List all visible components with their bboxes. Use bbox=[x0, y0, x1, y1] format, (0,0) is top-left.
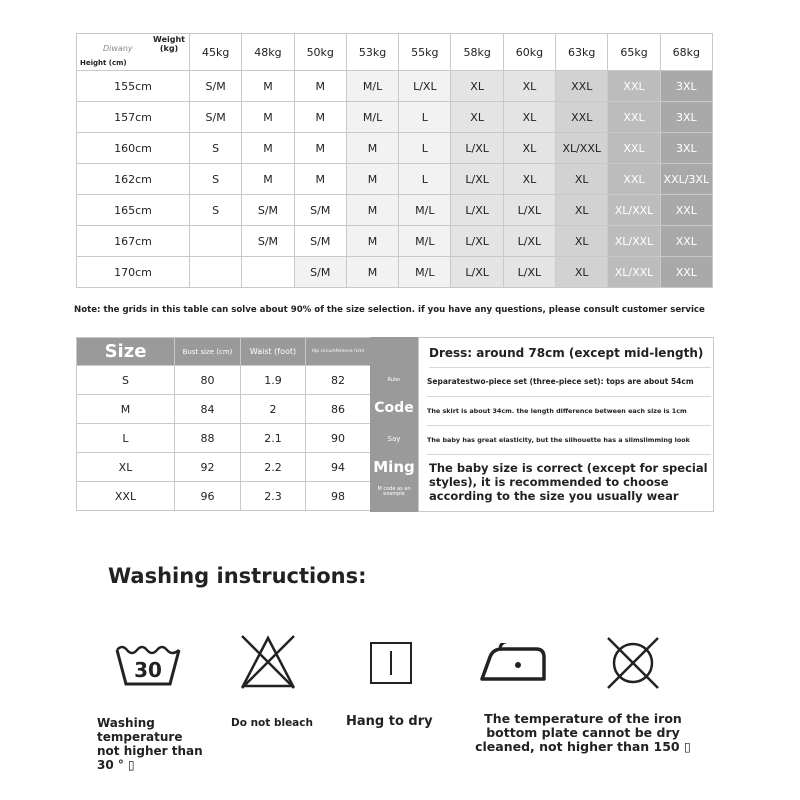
size-cell: XL/XXL bbox=[608, 257, 660, 288]
size-chart-row bbox=[77, 226, 713, 257]
size-cell: XL/XXL bbox=[608, 195, 660, 226]
ruler-code-column bbox=[370, 337, 418, 512]
size-cell: XXL/3XL bbox=[660, 164, 712, 195]
size-cell bbox=[190, 226, 242, 257]
no-dry-clean-icon bbox=[604, 634, 662, 692]
wash-tub-30-icon bbox=[113, 640, 183, 688]
measurement-cell: 80 bbox=[175, 366, 241, 395]
size-cell: XL bbox=[556, 195, 608, 226]
wash-temperature-number: 30 bbox=[134, 658, 162, 682]
weight-header: 68kg bbox=[660, 34, 712, 71]
code-label: Code bbox=[374, 400, 414, 416]
wash-caption: Washing temperature not higher than 30 ° ▯ bbox=[97, 716, 203, 772]
size-cell: S bbox=[190, 164, 242, 195]
height-cell: 155cm bbox=[77, 71, 190, 102]
size-cell: L bbox=[399, 164, 451, 195]
ruler-label: Ruler bbox=[387, 377, 401, 383]
weight-header: 53kg bbox=[346, 34, 398, 71]
watermark: Diwany bbox=[103, 44, 133, 53]
height-cell: 160cm bbox=[77, 133, 190, 164]
size-cell: L/XL bbox=[451, 226, 503, 257]
height-axis-label: Height (cm) bbox=[80, 59, 127, 67]
iron-caption: The temperature of the iron bottom plate cannot be dry cleaned, not higher than 150 ▯ bbox=[475, 711, 691, 754]
size-cell: L/XL bbox=[451, 133, 503, 164]
size-cell: S/M bbox=[242, 195, 294, 226]
weight-axis-label: Weight (kg) bbox=[153, 35, 185, 53]
size-cell: M/L bbox=[346, 71, 398, 102]
size-cell: M bbox=[294, 71, 346, 102]
size-cell bbox=[190, 257, 242, 288]
measurement-row bbox=[77, 453, 371, 482]
weight-header: 50kg bbox=[294, 34, 346, 71]
size-cell: XXL bbox=[608, 164, 660, 195]
size-cell: S/M bbox=[294, 195, 346, 226]
size-cell: M bbox=[346, 164, 398, 195]
size-cell: S/M bbox=[294, 226, 346, 257]
measurement-cell: 86 bbox=[306, 395, 371, 424]
size-cell: XXL bbox=[660, 257, 712, 288]
height-cell: 167cm bbox=[77, 226, 190, 257]
size-cell: XL bbox=[556, 164, 608, 195]
height-cell: 170cm bbox=[77, 257, 190, 288]
measurement-cell: 88 bbox=[175, 424, 241, 453]
size-cell: M bbox=[242, 71, 294, 102]
elasticity-text: The baby has great elasticity, but the silhouette has a slimslimming look bbox=[427, 426, 711, 455]
measurement-cell: 2 bbox=[241, 395, 306, 424]
size-cell: XL bbox=[503, 102, 555, 133]
measurement-cell: 2.3 bbox=[241, 482, 306, 511]
measurement-cell: 2.1 bbox=[241, 424, 306, 453]
measurement-cell: 96 bbox=[175, 482, 241, 511]
measurement-row bbox=[77, 395, 371, 424]
size-chart-corner bbox=[77, 34, 190, 71]
size-cell: XL bbox=[503, 133, 555, 164]
size-chart-row bbox=[77, 257, 713, 288]
measurement-cell: M bbox=[77, 395, 175, 424]
size-cell: L/XL bbox=[399, 71, 451, 102]
measurement-row bbox=[77, 366, 371, 395]
measurement-cell: 2.2 bbox=[241, 453, 306, 482]
size-cell: XL bbox=[556, 226, 608, 257]
weight-header: 63kg bbox=[556, 34, 608, 71]
size-cell: XXL bbox=[556, 102, 608, 133]
size-chart-row bbox=[77, 71, 713, 102]
measurement-header bbox=[77, 338, 371, 366]
size-cell: 3XL bbox=[660, 71, 712, 102]
size-cell: M bbox=[346, 133, 398, 164]
size-chart-row bbox=[77, 164, 713, 195]
size-cell: L/XL bbox=[451, 164, 503, 195]
weight-header: 45kg bbox=[190, 34, 242, 71]
size-cell: M bbox=[242, 102, 294, 133]
weight-header: 65kg bbox=[608, 34, 660, 71]
height-cell: 162cm bbox=[77, 164, 190, 195]
measurement-table bbox=[76, 337, 371, 511]
size-cell: S bbox=[190, 195, 242, 226]
weight-header: 48kg bbox=[242, 34, 294, 71]
size-chart-table bbox=[76, 33, 713, 288]
size-cell: M/L bbox=[399, 257, 451, 288]
size-cell: L/XL bbox=[503, 226, 555, 257]
measurement-cell: 1.9 bbox=[241, 366, 306, 395]
size-cell: M bbox=[294, 164, 346, 195]
size-chart-row bbox=[77, 195, 713, 226]
two-piece-text: Separatestwo-piece set (three-piece set): tops are about 54cm bbox=[427, 368, 711, 397]
size-cell: M bbox=[346, 195, 398, 226]
measurement-cell: 84 bbox=[175, 395, 241, 424]
size-cell: XXL bbox=[660, 226, 712, 257]
size-cell: L/XL bbox=[451, 257, 503, 288]
size-note: Note: the grids in this table can solve about 90% of the size selection. if you have any questions, please consult customer service bbox=[74, 305, 705, 315]
bust-header: Bust size (cm) bbox=[175, 338, 241, 366]
weight-header: 58kg bbox=[451, 34, 503, 71]
measurement-cell: 90 bbox=[306, 424, 371, 453]
size-cell: XXL bbox=[608, 71, 660, 102]
measurement-cell: 94 bbox=[306, 453, 371, 482]
size-chart-row bbox=[77, 133, 713, 164]
size-cell: XL bbox=[451, 102, 503, 133]
size-cell: XXL bbox=[608, 102, 660, 133]
size-cell: 3XL bbox=[660, 102, 712, 133]
size-cell: L bbox=[399, 102, 451, 133]
size-cell: L bbox=[399, 133, 451, 164]
weight-header: 55kg bbox=[399, 34, 451, 71]
size-cell: XL/XXL bbox=[556, 133, 608, 164]
size-header: Size bbox=[77, 338, 175, 366]
size-cell: M bbox=[294, 102, 346, 133]
hang-dry-icon bbox=[369, 641, 413, 685]
size-cell: M bbox=[346, 257, 398, 288]
size-cell: M/L bbox=[399, 195, 451, 226]
no-bleach-icon bbox=[238, 632, 298, 692]
height-cell: 165cm bbox=[77, 195, 190, 226]
hang-caption: Hang to dry bbox=[346, 714, 433, 729]
measurement-row bbox=[77, 424, 371, 453]
size-cell: XL bbox=[503, 71, 555, 102]
size-cell: S bbox=[190, 133, 242, 164]
size-cell: S/M bbox=[294, 257, 346, 288]
waist-header: Waist (foot) bbox=[241, 338, 306, 366]
measurement-cell: XXL bbox=[77, 482, 175, 511]
size-cell: S/M bbox=[242, 226, 294, 257]
iron-icon bbox=[478, 643, 550, 683]
size-cell: XXL bbox=[608, 133, 660, 164]
measurement-cell: 92 bbox=[175, 453, 241, 482]
size-cell: L/XL bbox=[503, 257, 555, 288]
bleach-caption: Do not bleach bbox=[231, 717, 313, 729]
weight-header: 60kg bbox=[503, 34, 555, 71]
size-cell: M/L bbox=[399, 226, 451, 257]
size-cell: L/XL bbox=[503, 195, 555, 226]
measurement-cell: 82 bbox=[306, 366, 371, 395]
measurement-cell: L bbox=[77, 424, 175, 453]
size-cell bbox=[242, 257, 294, 288]
ming-label: Ming bbox=[373, 458, 415, 476]
description-panel bbox=[418, 337, 714, 512]
m-code-example-label: M code as an example bbox=[377, 486, 411, 497]
measurement-row bbox=[77, 482, 371, 511]
size-cell: M bbox=[294, 133, 346, 164]
size-cell: M bbox=[242, 164, 294, 195]
size-advice-text: The baby size is correct (except for special styles), it is recommended to choose according to the size you usually wear bbox=[429, 461, 708, 503]
measurement-cell: 98 bbox=[306, 482, 371, 511]
dress-length-text: Dress: around 78cm (except mid-length) bbox=[429, 338, 711, 368]
size-cell: XL/XXL bbox=[608, 226, 660, 257]
size-cell: XL bbox=[556, 257, 608, 288]
size-cell: S/M bbox=[190, 71, 242, 102]
size-cell: M/L bbox=[346, 102, 398, 133]
hip-header: Hip circumference (cm) bbox=[306, 338, 371, 366]
size-cell: M bbox=[242, 133, 294, 164]
skirt-length-text: The skirt is about 34cm. the length difference between each size is 1cm bbox=[427, 397, 711, 426]
size-chart-header bbox=[77, 34, 713, 71]
size-cell: XL bbox=[451, 71, 503, 102]
size-cell: XXL bbox=[556, 71, 608, 102]
size-cell: XXL bbox=[660, 195, 712, 226]
measurement-cell: XL bbox=[77, 453, 175, 482]
size-cell: XL bbox=[503, 164, 555, 195]
size-chart-row bbox=[77, 102, 713, 133]
height-cell: 157cm bbox=[77, 102, 190, 133]
washing-title: Washing instructions: bbox=[108, 564, 367, 588]
say-label: Say bbox=[387, 435, 401, 443]
size-cell: S/M bbox=[190, 102, 242, 133]
size-cell: L/XL bbox=[451, 195, 503, 226]
measurement-cell: S bbox=[77, 366, 175, 395]
size-cell: M bbox=[346, 226, 398, 257]
size-cell: 3XL bbox=[660, 133, 712, 164]
